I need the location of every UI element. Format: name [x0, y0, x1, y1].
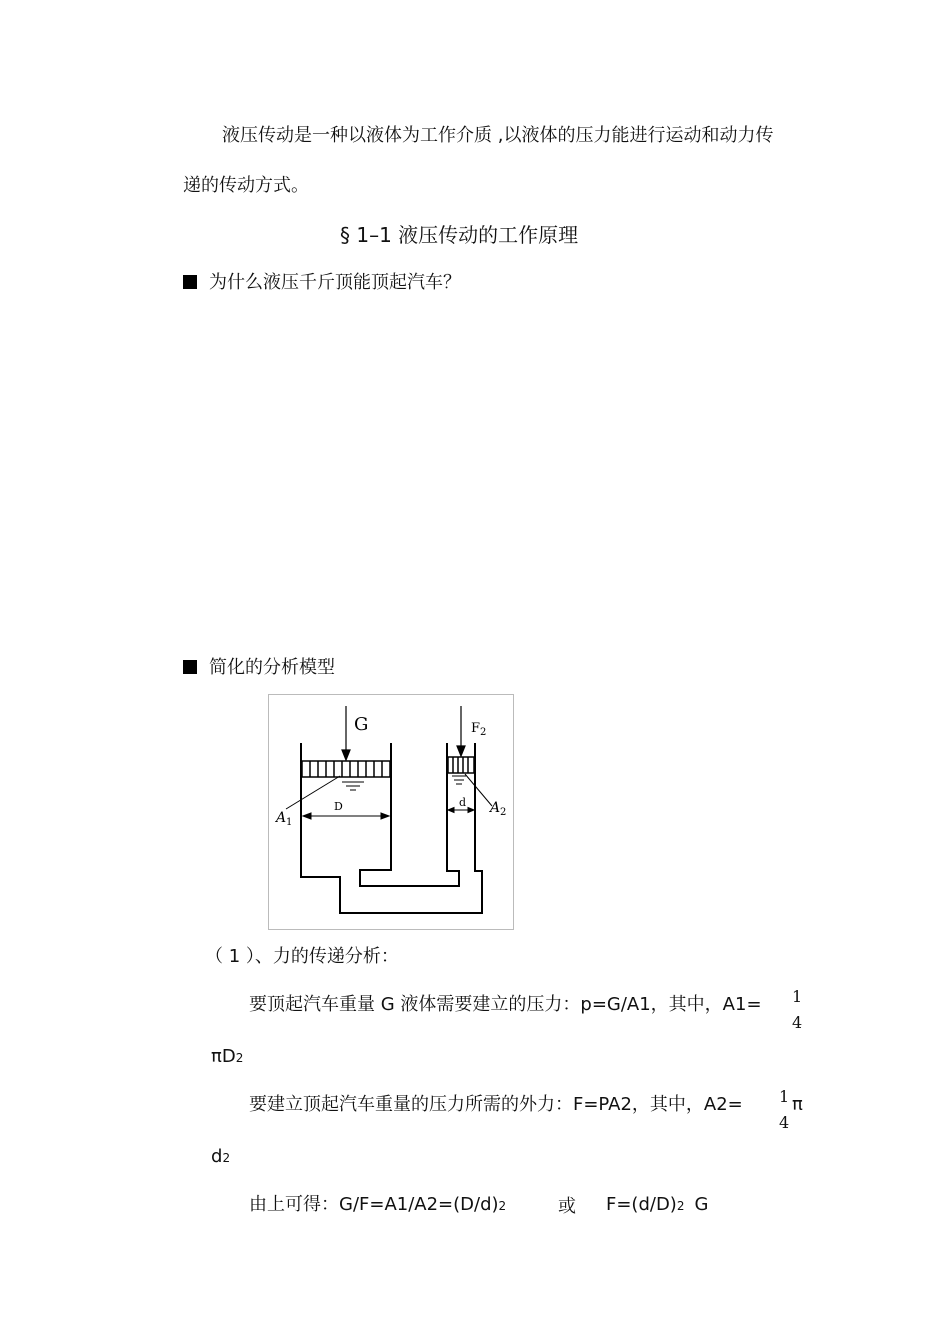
model-heading-text: 简化的分析模型: [209, 657, 335, 678]
exponent: 2: [676, 1199, 685, 1213]
G-symbol: G: [694, 1194, 709, 1215]
square-bullet-icon: [183, 660, 197, 674]
force-formula-text: F=(d/D): [606, 1194, 677, 1215]
fraction-2-numerator: 1: [779, 1087, 790, 1106]
pi-D-text: πD: [211, 1046, 236, 1067]
or-word: 或: [558, 1196, 576, 1217]
fraction-2-denominator: 4: [779, 1113, 790, 1132]
fraction-1-denominator: 4: [792, 1013, 803, 1032]
intro-line-2: 递的传动方式。: [183, 175, 309, 196]
analysis-line-1-continued: [211, 1046, 243, 1069]
label-A2: A: [490, 800, 501, 816]
label-d: d: [459, 796, 467, 809]
label-A1-subscript: 1: [286, 817, 293, 828]
question-heading: [183, 272, 461, 294]
force-formula: [606, 1194, 708, 1217]
analysis-heading: （ 1 ）、力的传递分析：: [205, 946, 399, 967]
fraction-1-numerator: 1: [792, 987, 803, 1006]
analysis-line-2-continued: [211, 1146, 230, 1169]
question-text: 为什么液压千斤顶能顶起汽车？: [209, 272, 461, 293]
exponent: 2: [222, 1151, 231, 1165]
intro-line-1: 液压传动是一种以液体为工作介质 ,以液体的压力能进行运动和动力传: [222, 125, 774, 146]
ratio-formula: 由上可得：G/F=A1/A2=(D/d): [249, 1194, 499, 1215]
exponent: 2: [498, 1199, 507, 1213]
label-A2-subscript: 2: [500, 807, 507, 818]
label-F-subscript: 2: [480, 727, 487, 738]
label-G: G: [354, 714, 369, 735]
label-D: D: [334, 800, 343, 813]
exponent: 2: [235, 1051, 244, 1065]
analysis-line-1: 要顶起汽车重量 G 液体需要建立的压力：p=G/A1，其中，A1=: [249, 994, 762, 1015]
hydraulic-jack-diagram: [268, 694, 514, 930]
section-title: § 1–1 液压传动的工作原理: [340, 223, 579, 247]
model-heading: [183, 657, 335, 679]
label-A1: A: [276, 810, 287, 826]
d-text: d: [211, 1146, 223, 1167]
label-F: F: [471, 721, 481, 736]
square-bullet-icon: [183, 275, 197, 289]
pi-symbol: π: [792, 1094, 803, 1115]
analysis-line-2: 要建立顶起汽车重量的压力所需的外力：F=PA2，其中，A2=: [249, 1094, 743, 1115]
analysis-line-3: [249, 1194, 506, 1217]
